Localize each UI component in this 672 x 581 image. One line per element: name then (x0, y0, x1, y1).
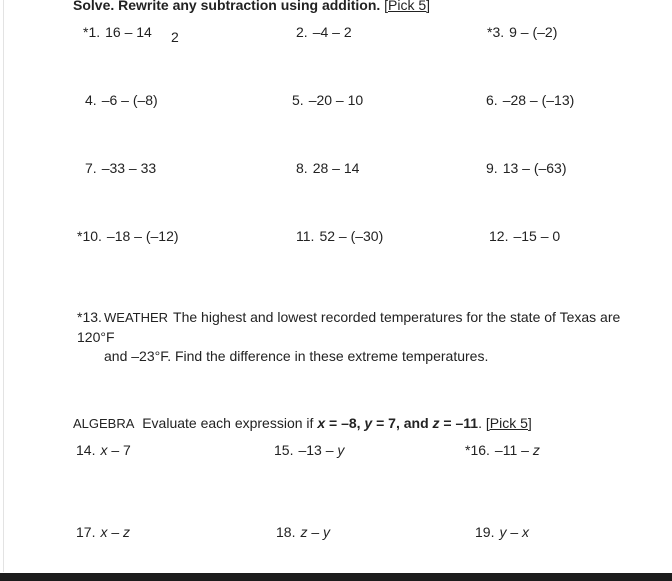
expr-term-a: x (100, 524, 108, 540)
problem-number: 11. (296, 228, 315, 244)
problem-13-line-1 (77, 308, 647, 347)
problem-15 (274, 441, 344, 459)
bottom-bar (0, 573, 672, 581)
expr-operator: – (517, 442, 533, 458)
problem-number: 14. (76, 442, 96, 458)
problem-number: *13. (77, 309, 102, 325)
problem-number: 18. (276, 524, 296, 540)
problem-expression: 52 – (–30) (319, 228, 384, 244)
problem-number: *1. (83, 24, 101, 40)
problem-expression: –15 – 0 (513, 228, 561, 244)
problem-2 (296, 23, 352, 41)
problem-number: 12. (489, 228, 509, 244)
sentence-end: . (478, 415, 482, 431)
expr-term-a: x (100, 442, 108, 458)
problem-expression: 13 – (–63) (502, 160, 567, 176)
problem-1 (83, 23, 152, 41)
problem-number: 19. (475, 524, 495, 540)
problem-5 (292, 91, 363, 109)
problem-number: *16. (465, 442, 490, 458)
problem-number: 15. (274, 442, 294, 458)
problem-number: 9. (486, 160, 498, 176)
problem-3 (487, 23, 557, 41)
page-left-border (3, 0, 4, 572)
expr-term-a: z (300, 524, 308, 540)
problem-6 (486, 91, 574, 109)
problem-19 (475, 523, 529, 541)
expr-operator: – (506, 524, 523, 540)
problem-number: 8. (296, 160, 308, 176)
expr-operator: – (307, 524, 324, 540)
problem-number: 7. (85, 160, 97, 176)
problem-8 (296, 159, 359, 177)
problem-number: 5. (292, 92, 304, 108)
problem-17 (76, 523, 130, 541)
handwritten-note: 2 (171, 29, 179, 45)
problem-14 (76, 441, 131, 459)
problem-expression: –28 – (–13) (502, 92, 575, 108)
problem-number: *10. (77, 228, 102, 244)
problem-4 (85, 91, 158, 109)
expr-term-b: 7 (123, 442, 131, 458)
problem-7 (85, 159, 156, 177)
expr-operator: – (107, 442, 124, 458)
expr-term-b: z (123, 524, 131, 540)
expr-term-b: y (323, 524, 331, 540)
algebra-heading (73, 414, 532, 433)
problem-expression: –20 – 10 (308, 92, 364, 108)
problem-number: *3. (487, 24, 505, 40)
algebra-intro: Evaluate each expression if (142, 415, 314, 431)
val-x: = –8, (325, 415, 365, 431)
problem-expression: 16 – 14 (105, 24, 152, 40)
expr-term-b: x (522, 524, 530, 540)
problem-number: 17. (76, 524, 96, 540)
problem-11 (296, 227, 383, 245)
problem-10 (77, 227, 179, 245)
var-y: y (364, 415, 373, 431)
problem-number: 2. (296, 24, 308, 40)
val-y: = 7, and (372, 415, 433, 431)
var-x: x (317, 415, 326, 431)
expr-term-a: y (499, 524, 507, 540)
problem-9 (486, 159, 567, 177)
var-z: z (432, 415, 440, 431)
expr-operator: – (321, 442, 338, 458)
instructions-text: Solve. Rewrite any subtraction using addition. (73, 0, 381, 13)
problem-expression: 9 – (–2) (509, 24, 558, 40)
problem-number: 4. (85, 92, 97, 108)
problem-text: The highest and lowest recorded temperatures for the state of Texas are 120°F (77, 309, 621, 345)
topic-label: WEATHER (104, 310, 169, 325)
problem-18 (276, 523, 330, 541)
instructions-heading (73, 0, 430, 14)
problem-expression: 28 – 14 (312, 160, 360, 176)
expr-term-a: –13 (298, 442, 322, 458)
pick-5-link[interactable]: [Pick 5] (485, 415, 532, 431)
problem-13-line-2: and –23°F. Find the difference in these extreme temperatures. (104, 348, 489, 364)
problem-13-weather (77, 308, 647, 367)
problem-expression: –4 – 2 (312, 24, 352, 40)
expr-term-b: z (532, 442, 540, 458)
pick-5-link[interactable]: [Pick 5] (384, 0, 431, 13)
expr-term-a: –11 (494, 442, 518, 458)
val-z: = –11 (439, 415, 479, 431)
problem-16 (465, 441, 540, 459)
expr-term-b: y (337, 442, 345, 458)
problem-expression: –33 – 33 (101, 160, 157, 176)
expr-operator: – (107, 524, 124, 540)
problem-expression: –6 – (–8) (101, 92, 158, 108)
topic-label: ALGEBRA (73, 416, 135, 431)
problem-expression: –18 – (–12) (106, 228, 179, 244)
problem-12 (489, 227, 560, 245)
problem-number: 6. (486, 92, 498, 108)
